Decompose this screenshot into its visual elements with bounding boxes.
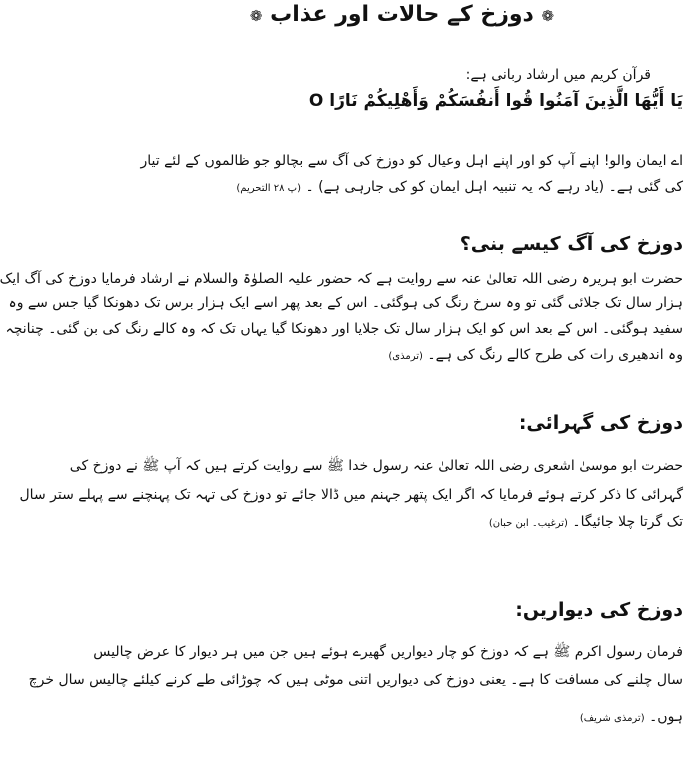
section-walls-line-1: فرمان رسول اکرم ﷺ ہے کہ دوزخ کو چار دیواریں گھیرے ہوئے ہیں جن میں ہر دیوار کا عرض چالیس [93, 644, 683, 660]
section-depth-line-3 [121, 511, 683, 535]
section-fire-text: وہ اندھیری رات کی طرح کالے رنگ کی ہے۔ [427, 347, 683, 363]
section-fire-reference: (ترمذی) [388, 351, 423, 362]
translation-text: کی گئی ہے۔ (یاد رہے کہ یہ تنبیہ اہل ایمان کو کی جارہی ہے) ۔ [305, 179, 683, 195]
section-walls-line-2: سال چلنے کی مسافت کا ہے۔ یعنی دوزخ کی دیواریں اتنی موٹی ہیں کہ چوڑائی طے کرنے کیلئے چالیس سال خرچ [28, 672, 683, 688]
section-depth-text: تک گرتا چلا جائیگا۔ [572, 514, 683, 530]
translation-reference: (پ ۲۸ التحریم) [236, 183, 301, 194]
section-heading-fire: دوزخ کی آگ کیسے بنی؟ [459, 233, 683, 255]
section-depth-line-1: حضرت ابو موسیٰ اشعری رضی اللہ تعالیٰ عنہ رسول خدا ﷺ سے روایت کرتے ہیں کہ آپ ﷺ نے دوزخ کی [69, 458, 683, 474]
section-depth-line-2: گہرائی کا ذکر کرتے ہوئے فرمایا کہ اگر ایک پتھر جہنم میں ڈالا جائے تو دوزخ کی تہہ تک پہنچنے سے پہلے ستر سال [19, 487, 683, 503]
intro-line: قرآن کریم میں ارشاد ربانی ہے: [465, 67, 651, 83]
title-ornament-left: ❁ [249, 7, 263, 25]
quran-verse: يَا أَيُّهَا الَّذِينَ آمَنُوا قُوا أَنفُسَكُمْ وَأَهْلِيكُمْ نَارًا O [308, 91, 683, 111]
section-depth-reference: (ترغیب۔ ابن حبان) [488, 518, 568, 529]
section-walls-line-3 [121, 706, 683, 730]
title-text: دوزخ کے حالات اور عذاب [270, 2, 534, 27]
section-fire-line-3: سفید ہوگئی۔ اس کے بعد اس کو ایک ہزار سال تک جلایا اور دھونکا گیا یہاں تک کہ وہ کالے رنگ کی بن گئی۔ چنانچہ [5, 321, 683, 337]
section-fire-line-2: ہزار سال تک جلائی گئی تو وہ سرخ رنگ کی ہوگئی۔ اس کے بعد پھر اسے ایک ہزار برس تک دھونکا گیا جس سے وہ [8, 295, 683, 311]
section-fire-line-4 [121, 344, 683, 368]
section-heading-walls: دوزخ کی دیواریں: [515, 599, 683, 621]
translation-line-1: اے ایمان والو! اپنے آپ کو اور اپنے اہل وعیال کو دوزخ کی آگ سے بچالو جو ظالموں کے لئے تیار [140, 153, 683, 169]
section-walls-text: ہوں۔ [649, 709, 683, 725]
section-heading-depth: دوزخ کی گہرائی: [518, 412, 683, 434]
page-title [113, 0, 691, 30]
title-ornament-right: ❁ [541, 7, 555, 25]
translation-line-2 [121, 176, 683, 200]
section-walls-reference: (ترمذی شریف) [579, 713, 645, 724]
section-fire-line-1: حضرت ابو ہریرہ رضی اللہ تعالیٰ عنہ سے روایت ہے کہ حضور علیہ الصلوٰۃ والسلام نے ارشاد فرمایا دوزخ کی آگ ایک [0, 271, 683, 287]
